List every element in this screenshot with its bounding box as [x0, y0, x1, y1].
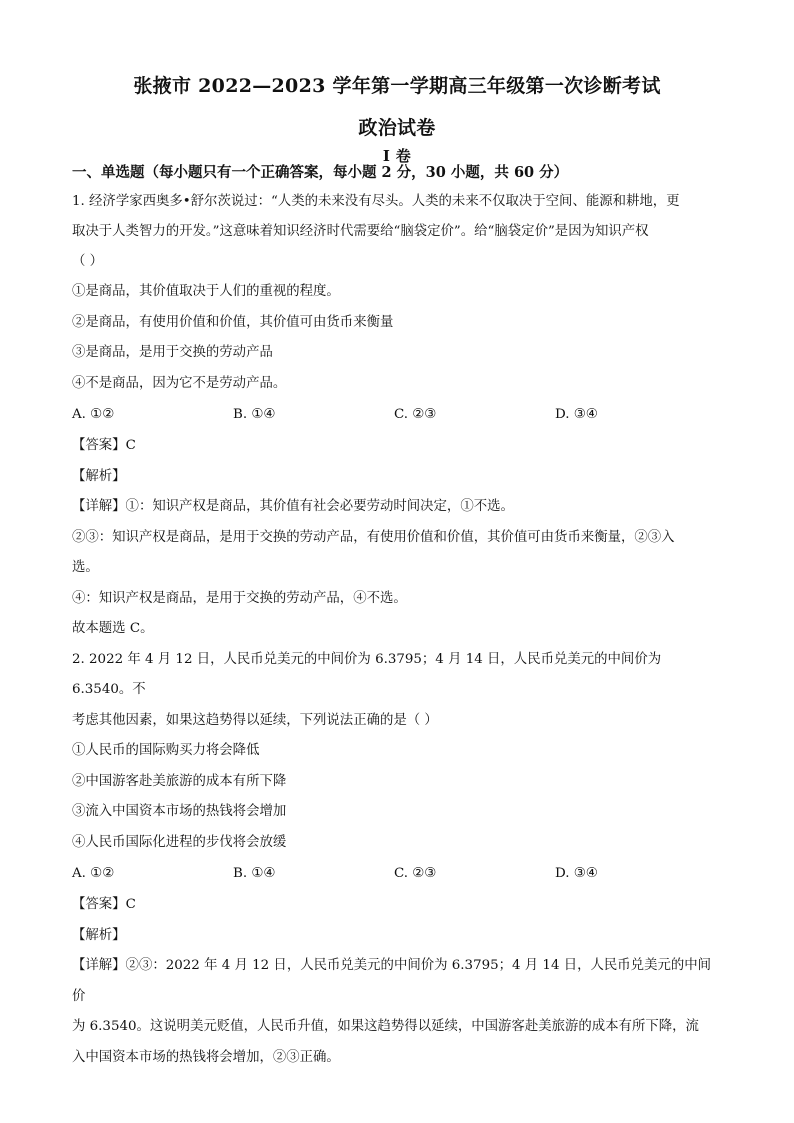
answer-label: 【答案】	[72, 897, 126, 912]
exam-title: 张掖市 2022—2023 学年第一学期高三年级第一次诊断考试	[133, 75, 661, 97]
option-d: D. ③④	[555, 407, 598, 422]
option-d: D. ③④	[555, 866, 598, 881]
option-a: A. ①②	[72, 407, 115, 422]
answer-value: C	[125, 897, 136, 912]
option-c: C. ②③	[394, 866, 437, 881]
option-b: B. ①④	[233, 407, 276, 422]
question-stem-line: 2. 2022 年 4 月 12 日，人民币兑美元的中间价为 6.3795；4 月 14 日，人民币兑美元的中间价为 6.3540。不	[72, 651, 662, 697]
answer-line	[72, 889, 722, 920]
question-stem-line: 取决于人类智力的开发。”这意味着知识经济时代需要给“脑袋定价”。给“脑袋定价”是因为知识产权	[72, 224, 649, 239]
exam-subject: 政治试卷	[358, 117, 436, 139]
statement: ③是商品，是用于交换的劳动产品	[72, 345, 273, 360]
statement: ②是商品，有使用价值和价值，其价值可由货币来衡量	[72, 314, 394, 330]
statement: ③流入中国资本市场的热钱将会增加	[72, 804, 287, 819]
section-heading: 一、单选题（每小题只有一个正确答案，每小题 2 分，30 小题，共 60 分）	[72, 164, 569, 181]
statement: ①人民币的国际购买力将会降低	[72, 743, 260, 758]
detail-line: ②③：知识产权是商品，是用于交换的劳动产品，有使用价值和价值，其价值可由货币来衡量，②③入	[72, 529, 675, 545]
option-row	[72, 399, 722, 430]
answer-line	[72, 430, 722, 461]
detail-line: ④：知识产权是商品，是用于交换的劳动产品，④不选。	[72, 590, 407, 606]
question-2	[72, 645, 722, 1074]
statement: ②中国游客赴美旅游的成本有所下降	[72, 773, 287, 789]
option-b: B. ①④	[233, 866, 276, 881]
answer-value: C	[125, 438, 136, 453]
exam-body	[72, 162, 722, 1073]
analysis-label: 【解析】	[72, 469, 126, 484]
option-a: A. ①②	[72, 866, 115, 881]
question-1	[72, 187, 722, 645]
option-row	[72, 858, 722, 889]
volume-label: I 卷	[382, 147, 412, 165]
question-stem-line: 1. 经济学家西奥多•舒尔茨说过：“人类的未来没有尽头。人类的未来不仅取决于空间、能源和耕地，更	[72, 194, 680, 209]
statement: ④人民币国际化进程的步伐将会放缓	[72, 834, 287, 850]
option-c: C. ②③	[394, 407, 437, 422]
detail-line: 故本题选 C。	[72, 621, 154, 636]
detail-line: 入中国资本市场的热钱将会增加，②③正确。	[72, 1049, 340, 1065]
detail-line: 【详解】②③：2022 年 4 月 12 日，人民币兑美元的中间价为 6.3795；4 月 14 日，人民币兑美元的中间价	[72, 958, 712, 1004]
detail-line: 【详解】①：知识产权是商品，其价值有社会必要劳动时间决定，①不选。	[72, 499, 514, 514]
detail-line: 选。	[72, 560, 99, 575]
answer-label: 【答案】	[72, 438, 126, 453]
statement: ①是商品，其价值取决于人们的重视的程度。	[72, 284, 340, 299]
analysis-label: 【解析】	[72, 928, 126, 943]
statement: ④不是商品，因为它不是劳动产品。	[72, 375, 287, 391]
detail-line: 为 6.3540。这说明美元贬值，人民币升值，如果这趋势得以延续，中国游客赴美旅游的成本有所下降，流	[72, 1019, 699, 1034]
question-stem-line: 考虑其他因素，如果这趋势得以延续，下列说法正确的是（ ）	[72, 712, 438, 728]
answer-bracket: （ ）	[72, 254, 104, 269]
